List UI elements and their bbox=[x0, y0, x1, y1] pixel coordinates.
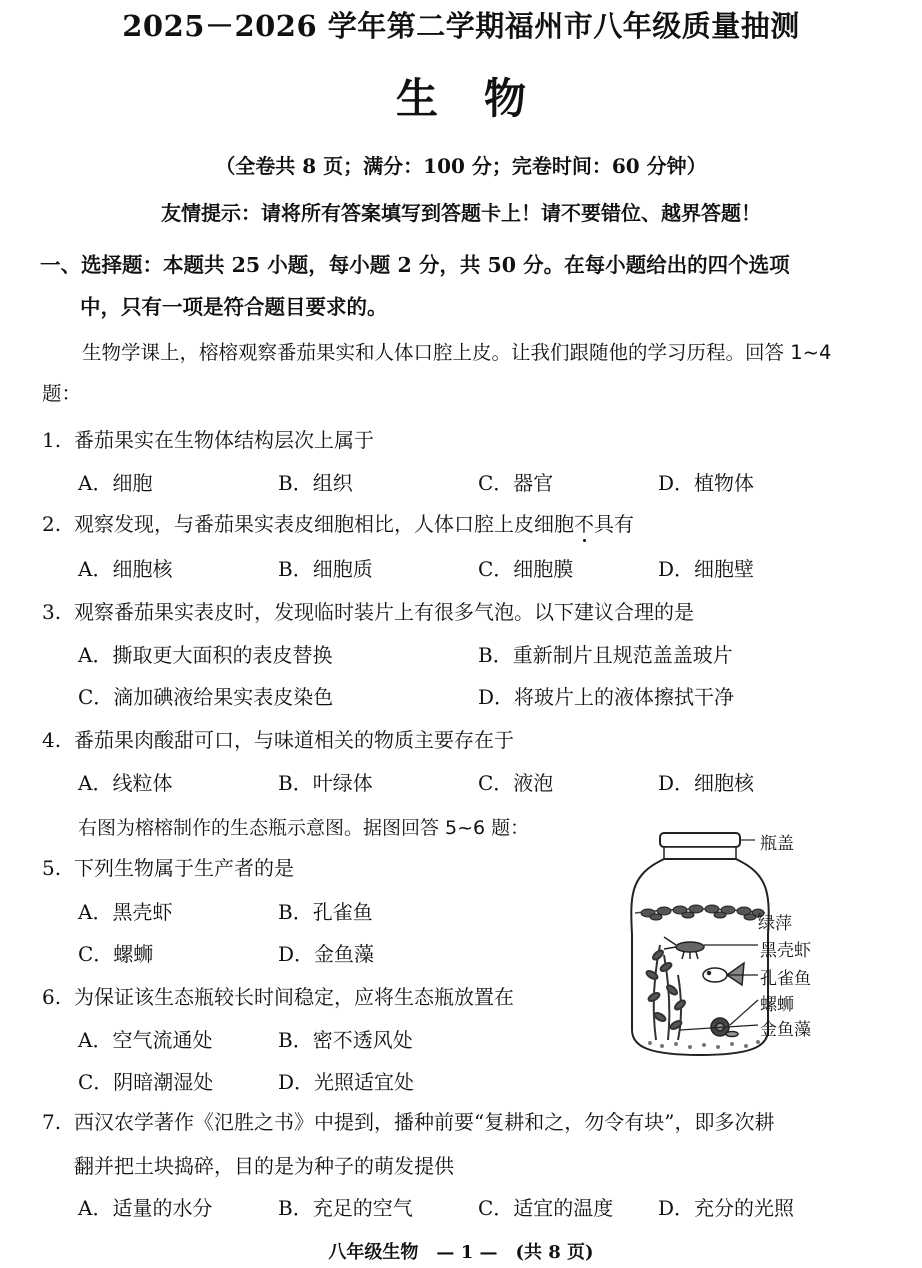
intro-q5-6: 右图为榕榕制作的生态瓶示意图。据图回答 5~6 题： bbox=[78, 817, 530, 839]
question-3 bbox=[42, 596, 694, 625]
question-number: 3. bbox=[42, 600, 62, 624]
eco-bottle-illustration bbox=[620, 825, 860, 1065]
section-heading-line2: 中，只有一项是符合题目要求的。 bbox=[80, 295, 388, 319]
question-number: 5. bbox=[42, 856, 62, 880]
question-stem: 为保证该生态瓶较长时间稳定，应将生态瓶放置在 bbox=[74, 985, 514, 1009]
option-b: B．孔雀鱼 bbox=[278, 900, 373, 924]
question-7 bbox=[42, 1100, 872, 1188]
label-duckweed: 绿萍 bbox=[758, 914, 792, 934]
option-d: D．充分的光照 bbox=[658, 1196, 795, 1220]
option-c: C．细胞膜 bbox=[478, 557, 574, 581]
option-d: D．金鱼藻 bbox=[278, 942, 375, 966]
exam-meta: （全卷共 8 页；满分：100 分；完卷时间：60 分钟） bbox=[215, 154, 707, 178]
bottle-lid bbox=[660, 833, 740, 847]
question-4 bbox=[42, 724, 514, 753]
option-b: B．重新制片且规范盖盖玻片 bbox=[478, 643, 733, 667]
option-c: C．阴暗潮湿处 bbox=[78, 1070, 214, 1094]
label-shrimp: 黑壳虾 bbox=[760, 941, 811, 961]
option-a: A．细胞 bbox=[78, 471, 153, 495]
eco-bottle-figure bbox=[620, 825, 860, 1065]
option-d: D．光照适宜处 bbox=[278, 1070, 415, 1094]
question-number: 2. bbox=[42, 512, 62, 536]
option-a: A．空气流通处 bbox=[78, 1028, 213, 1052]
question-number: 6. bbox=[42, 985, 62, 1009]
option-d: D．将玻片上的液体擦拭干净 bbox=[478, 685, 735, 709]
question-number: 1. bbox=[42, 428, 62, 452]
option-a: A．细胞核 bbox=[78, 557, 173, 581]
option-b: B．密不透风处 bbox=[278, 1028, 413, 1052]
question-stem-line2: 翻并把土块捣碎，目的是为种子的萌发提供 bbox=[74, 1154, 454, 1178]
option-b: B．细胞质 bbox=[278, 557, 373, 581]
option-a: A．线粒体 bbox=[78, 771, 173, 795]
question-stem: 观察番茄果实表皮时，发现临时装片上有很多气泡。以下建议合理的是 bbox=[74, 600, 694, 624]
option-a: A．黑壳虾 bbox=[78, 900, 173, 924]
question-number: 7. bbox=[42, 1110, 62, 1134]
question-1 bbox=[42, 424, 374, 453]
option-d: D．植物体 bbox=[658, 471, 755, 495]
label-hornwort: 金鱼藻 bbox=[760, 1020, 811, 1040]
option-a: A．适量的水分 bbox=[78, 1196, 213, 1220]
option-c: C．螺蛳 bbox=[78, 942, 154, 966]
question-stem: 观察发现，与番茄果实表皮细胞相比，人体口腔上皮细胞 bbox=[74, 512, 574, 536]
label-snail: 螺蛳 bbox=[760, 995, 794, 1015]
subject-title: 生物 bbox=[395, 74, 572, 123]
question-number: 4. bbox=[42, 728, 62, 752]
emphasis-mark: 不 bbox=[574, 512, 594, 536]
exam-title: 2025－2026 学年第二学期福州市八年级质量抽测 bbox=[122, 9, 800, 43]
question-stem-end: 具有 bbox=[594, 512, 634, 536]
option-a: A．撕取更大面积的表皮替换 bbox=[78, 643, 333, 667]
question-2 bbox=[42, 508, 634, 537]
label-lid: 瓶盖 bbox=[760, 834, 794, 854]
section-heading bbox=[40, 244, 880, 328]
question-6 bbox=[42, 981, 514, 1010]
question-stem-line1: 西汉农学著作《氾胜之书》中提到，播种前要“复耕和之，勿令有块”，即多次耕 bbox=[74, 1110, 775, 1134]
section-heading-line1: 一、选择题：本题共 25 小题，每小题 2 分，共 50 分。在每小题给出的四个选项 bbox=[40, 253, 790, 277]
page-footer: 八年级生物 — 1 — (共 8 页) bbox=[328, 1242, 594, 1263]
option-c: C．器官 bbox=[478, 471, 554, 495]
option-c: C．滴加碘液给果实表皮染色 bbox=[78, 685, 334, 709]
question-stem: 番茄果实在生物体结构层次上属于 bbox=[74, 428, 374, 452]
option-c: C．液泡 bbox=[478, 771, 554, 795]
question-stem: 番茄果肉酸甜可口，与味道相关的物质主要存在于 bbox=[74, 728, 514, 752]
option-d: D．细胞壁 bbox=[658, 557, 755, 581]
option-b: B．组织 bbox=[278, 471, 353, 495]
bottle-neck bbox=[664, 847, 736, 859]
question-5 bbox=[42, 852, 294, 881]
option-c: C．适宜的温度 bbox=[478, 1196, 614, 1220]
label-guppy: 孔雀鱼 bbox=[760, 969, 811, 989]
question-stem: 下列生物属于生产者的是 bbox=[74, 856, 294, 880]
option-b: B．叶绿体 bbox=[278, 771, 373, 795]
option-d: D．细胞核 bbox=[658, 771, 755, 795]
intro-q1-4: 生物学课上，榕榕观察番茄果实和人体口腔上皮。让我们跟随他的学习历程。回答 1~4 题： bbox=[42, 341, 832, 405]
option-b: B．充足的空气 bbox=[278, 1196, 413, 1220]
friendly-notice: 友情提示：请将所有答案填写到答题卡上！请不要错位、越界答题！ bbox=[161, 201, 761, 225]
